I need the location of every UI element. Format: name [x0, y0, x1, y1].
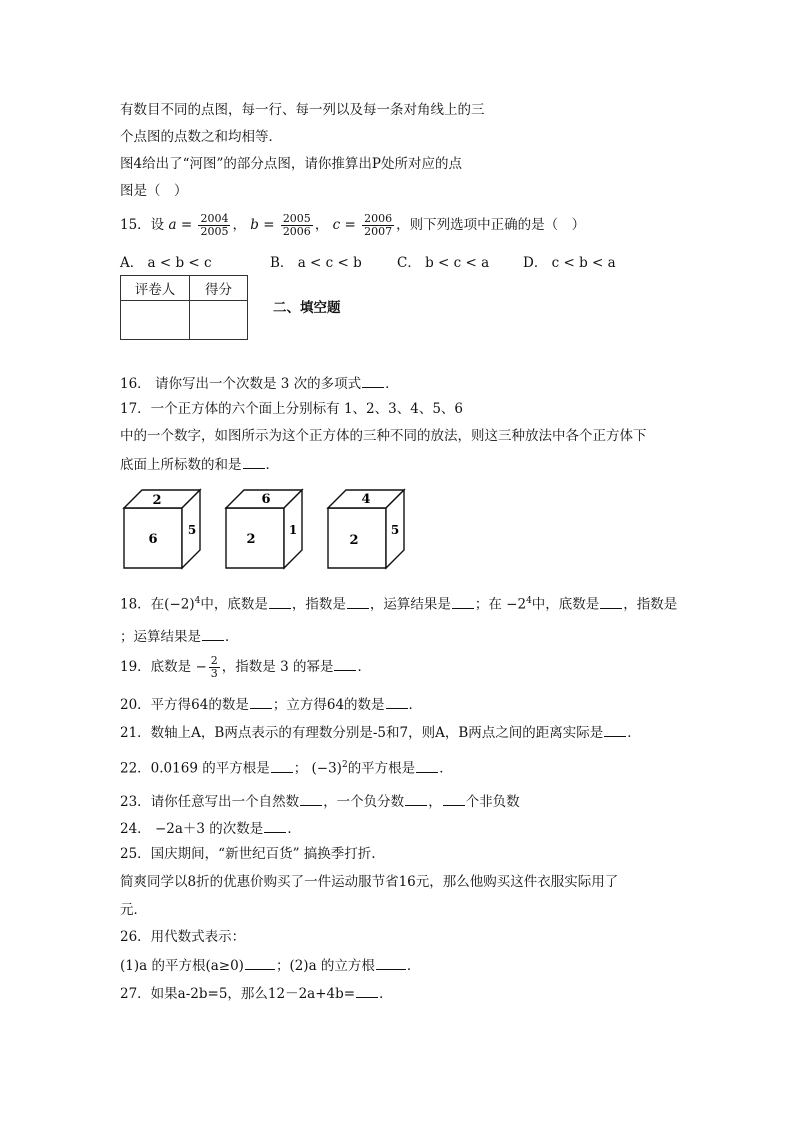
grader-header: 评卷人 [121, 276, 190, 301]
question-23: 23．请你任意写出一个自然数 ，一个负分数 ， 个非负数 [120, 791, 520, 811]
question-20: 20．平方得64的数是 ；立方得64的数是 ． [120, 694, 422, 714]
cube-1-side: 5 [187, 523, 197, 537]
cube-1-top: 2 [152, 493, 162, 508]
option-d[interactable]: D． c < b < a [523, 255, 616, 271]
q14-line-1: 有数目不同的点图，每一行、每一列以及每一条对角线上的三 [120, 102, 485, 118]
question-25-line-3: 元． [120, 902, 147, 918]
question-26-line-1: 26．用代数式表示： [120, 929, 246, 945]
question-27: 27．如果a-2b=5，那么12－2a+4b= ． [120, 983, 393, 1003]
q14-line-3: 图4给出了“河图”的部分点图，请你推算出P处所对应的点 [120, 156, 462, 172]
cube-2 [226, 490, 302, 568]
cube-3-top: 4 [361, 492, 371, 507]
question-17-line-3: 底面上所标数的和是 ． [120, 454, 279, 474]
q14-line-4: 图是（ ） [120, 183, 188, 199]
question-25-line-1: 25．国庆期间，“新世纪百货” 搞换季打折. [120, 846, 376, 862]
cube-3 [328, 490, 404, 568]
cube-2-side: 1 [288, 523, 298, 537]
cube-2-top: 6 [261, 492, 271, 507]
cube-3-front: 2 [349, 533, 359, 548]
question-17-line-1: 17．一个正方体的六个面上分别标有 1、2、3、4、5、6 [120, 401, 464, 417]
grader-cell[interactable] [121, 301, 190, 340]
option-c[interactable]: C． b < c < a [397, 255, 490, 271]
question-21: 21．数轴上A，B两点表示的有理数分别是-5和7，则A，B两点之间的距离实际是 ． [120, 722, 641, 742]
fraction-a: $\frac{2004}{2005}$ [200, 212, 229, 238]
question-24: 24． −2a＋3 的次数是 ． [120, 818, 301, 838]
cube-3-side: 5 [390, 523, 400, 537]
question-19: 19．底数是 − $\frac{2}{3}$ ，指数是 3 的幂是 ． [120, 654, 371, 680]
score-header: 得分 [190, 276, 248, 301]
question-16: 16． 请你写出一个次数是 3 次的多项式 ． [120, 373, 399, 393]
cube-1-front: 6 [148, 532, 158, 547]
option-b[interactable]: B． a < c < b [270, 255, 362, 271]
question-17-line-2: 中的一个数字，如图所示为这个正方体的三种不同的放法，则这三种放法中各个正方体下 [120, 428, 647, 444]
fraction-b: $\frac{2005}{2006}$ [282, 212, 311, 238]
q14-line-2: 个点图的点数之和均相等． [120, 129, 282, 145]
answer-blank[interactable] [362, 373, 384, 388]
fraction-c: $\frac{2006}{2007}$ [364, 212, 393, 238]
answer-blank[interactable] [243, 454, 265, 469]
section-title: 二、填空题 [273, 300, 341, 316]
question-26-line-2: (1)a 的平方根(a≥0) ；(2)a 的立方根 ． [120, 955, 420, 975]
question-22: 22．0.0169 的平方根是 ； $(-3)^2$的平方根是 ． [120, 756, 453, 778]
cube-2-front: 2 [246, 532, 256, 547]
option-a[interactable]: A． a < b < c [120, 255, 212, 271]
question-15: 15．设 a = $\frac{2004}{2005}$ ， b = $\frac{2005}{2006}$ ， c = $\frac{2006}{2007}$ ，则下列选项中正确的是（ ） [120, 212, 586, 238]
cubes-figure [118, 488, 418, 578]
cube-1 [124, 490, 200, 568]
score-cell[interactable] [190, 301, 248, 340]
question-18: 18．在$(-2)^4$中，底数是 ，指数是 ，运算结果是 ；在 $-2^4$中，底数是 ，指数是 [120, 592, 677, 614]
question-18-line-2: ；运算结果是 ． [120, 626, 239, 646]
question-25-line-2: 简爽同学以8折的优惠价购买了一件运动服节省16元，那么他购买这件衣服实际用了 [120, 874, 619, 890]
score-table [120, 275, 248, 340]
